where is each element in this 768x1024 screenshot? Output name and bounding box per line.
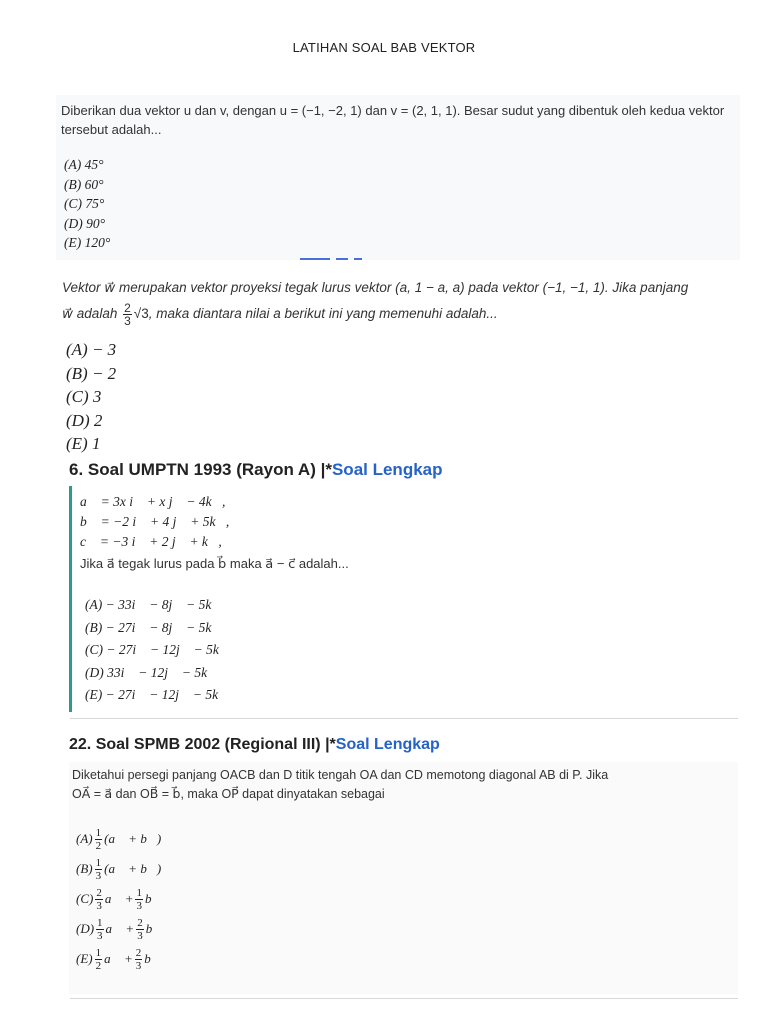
numerator: 2: [96, 886, 102, 899]
option-label: (E): [76, 951, 93, 966]
fraction: [136, 917, 144, 942]
option-d: (D) 2: [66, 410, 103, 430]
option-b: [76, 854, 162, 884]
option-c: (C) 3: [66, 387, 102, 406]
option-term: a⃗ +: [104, 891, 134, 906]
numerator: 1: [95, 856, 102, 869]
heading-text: 22. Soal SPMB 2002 (Regional III) |*: [69, 736, 336, 753]
option-b: (B) − 2: [66, 363, 117, 383]
question-2-options: [66, 338, 116, 456]
soal-lengkap-link[interactable]: Soal Lengkap: [331, 460, 443, 479]
numerator: 2: [137, 916, 143, 929]
option-expression: b⃗: [145, 921, 163, 936]
definition-c: c⃗ = −3 i⃗ + 2 j⃗ + k⃗,: [80, 534, 222, 549]
numerator: 2: [135, 946, 142, 959]
fraction: [135, 887, 143, 912]
denominator: 3: [135, 959, 142, 972]
section-divider: [70, 718, 738, 719]
question-4-line-1: Diketahui persegi panjang OACB dan D titik tengah OA dan CD memotong diagonal AB di P. Jika: [72, 768, 609, 782]
question-2-text: [62, 278, 738, 327]
fraction-numerator: 2: [124, 301, 131, 315]
option-b: (B) − 27i⃗ − 8j⃗ − 5k⃗: [85, 619, 222, 635]
option-e: [76, 944, 162, 974]
numerator: 1: [95, 826, 102, 839]
fraction: [123, 302, 132, 327]
option-d: (D) 90°: [64, 215, 106, 231]
question-2-line-1: Vektor w⃗ merupakan vektor proyeksi tegak lurus vektor (a, 1 − a, a) pada vektor (−1, −1, 1). Jika panjang: [62, 280, 689, 295]
fraction: [96, 917, 104, 942]
option-a: [76, 824, 162, 854]
question-3-text: Jika a⃗ tegak lurus pada b⃗ maka a⃗ − c⃗ adalah...: [80, 556, 349, 571]
denominator: 3: [137, 929, 143, 942]
option-label: (B): [76, 861, 93, 876]
section-heading-22: [69, 736, 440, 754]
fraction: [95, 827, 103, 852]
question-4-text: [72, 766, 732, 804]
option-b: (B) 60°: [64, 176, 104, 192]
heading-text: 6. Soal UMPTN 1993 (Rayon A) |*: [69, 460, 332, 479]
option-expression: (a⃗ + b⃗): [104, 861, 162, 876]
numerator: 1: [95, 946, 102, 959]
denominator: 3: [96, 899, 102, 912]
option-d: [76, 914, 162, 944]
option-term: a⃗ +: [105, 921, 135, 936]
numerator: 1: [136, 886, 142, 899]
section-heading-6: [69, 460, 443, 480]
option-a: (A) − 33i⃗ − 8j⃗ − 5k⃗: [85, 597, 222, 612]
option-term: a⃗ +: [104, 951, 133, 966]
fraction: [135, 947, 143, 972]
option-e: (E) 1: [66, 434, 101, 453]
denominator: 2: [95, 839, 102, 852]
option-e: (E) − 27i⃗ − 12j⃗ − 5k⃗: [85, 687, 229, 702]
option-expression: b⃗: [144, 951, 161, 966]
option-c: (C) 75°: [64, 196, 105, 211]
question-1-block: [56, 95, 740, 260]
question-4-block: [69, 762, 738, 994]
option-expression: (a⃗ + b⃗): [104, 831, 162, 846]
option-label: (C): [76, 891, 94, 906]
fraction: [95, 887, 103, 912]
option-d: (D) 33i⃗ − 12j⃗ − 5k⃗: [85, 664, 218, 680]
document-title: LATIHAN SOAL BAB VEKTOR: [292, 40, 476, 55]
denominator: 2: [95, 959, 102, 972]
square-root: √3: [133, 306, 149, 322]
question-2-line-2-prefix: w⃗ adalah: [62, 306, 118, 322]
option-label: (A): [76, 831, 93, 846]
definition-a: a⃗ = 3x i⃗ + x j⃗ − 4k⃗,: [80, 494, 226, 509]
option-a: (A) − 3: [66, 340, 117, 359]
fraction: [95, 947, 103, 972]
denominator: 3: [97, 929, 103, 942]
vector-definitions: [80, 492, 229, 552]
fraction: [95, 857, 103, 882]
option-a: (A) 45°: [64, 157, 104, 172]
question-3-block: [69, 486, 741, 712]
option-expression: b⃗: [144, 891, 162, 906]
question-1-options: [64, 155, 110, 253]
denominator: 3: [136, 899, 142, 912]
numerator: 1: [97, 916, 103, 929]
fraction-denominator: 3: [124, 314, 131, 328]
question-3-options: [85, 594, 229, 707]
question-4-line-2: OA⃗ = a⃗ dan OB⃗ = b⃗, maka OP⃗ dapat dinyatakan sebagai: [72, 787, 385, 801]
option-c: (C) − 27i⃗ − 12j⃗ − 5k⃗: [85, 642, 230, 657]
option-e: (E) 120°: [64, 235, 111, 250]
option-label: (D): [76, 921, 95, 936]
soal-lengkap-link[interactable]: Soal Lengkap: [335, 736, 440, 753]
cropped-underline: [300, 258, 400, 262]
definition-b: b⃗ = −2 i⃗ + 4 j⃗ + 5k⃗,: [80, 514, 230, 529]
question-2-line-2-suffix: , maka diantara nilai a berikut ini yang memenuhi adalah...: [148, 306, 498, 322]
question-2-line-2: [62, 302, 738, 327]
question-1-text: Diberikan dua vektor u dan v, dengan u = (−1, −2, 1) dan v = (2, 1, 1). Besar sudut yang dibentuk oleh kedua vektor tersebut adalah...: [61, 103, 725, 137]
question-2-block: [58, 268, 740, 456]
option-c: [76, 884, 162, 914]
question-4-options: [76, 824, 162, 974]
section-divider: [70, 998, 738, 999]
denominator: 3: [95, 869, 102, 882]
